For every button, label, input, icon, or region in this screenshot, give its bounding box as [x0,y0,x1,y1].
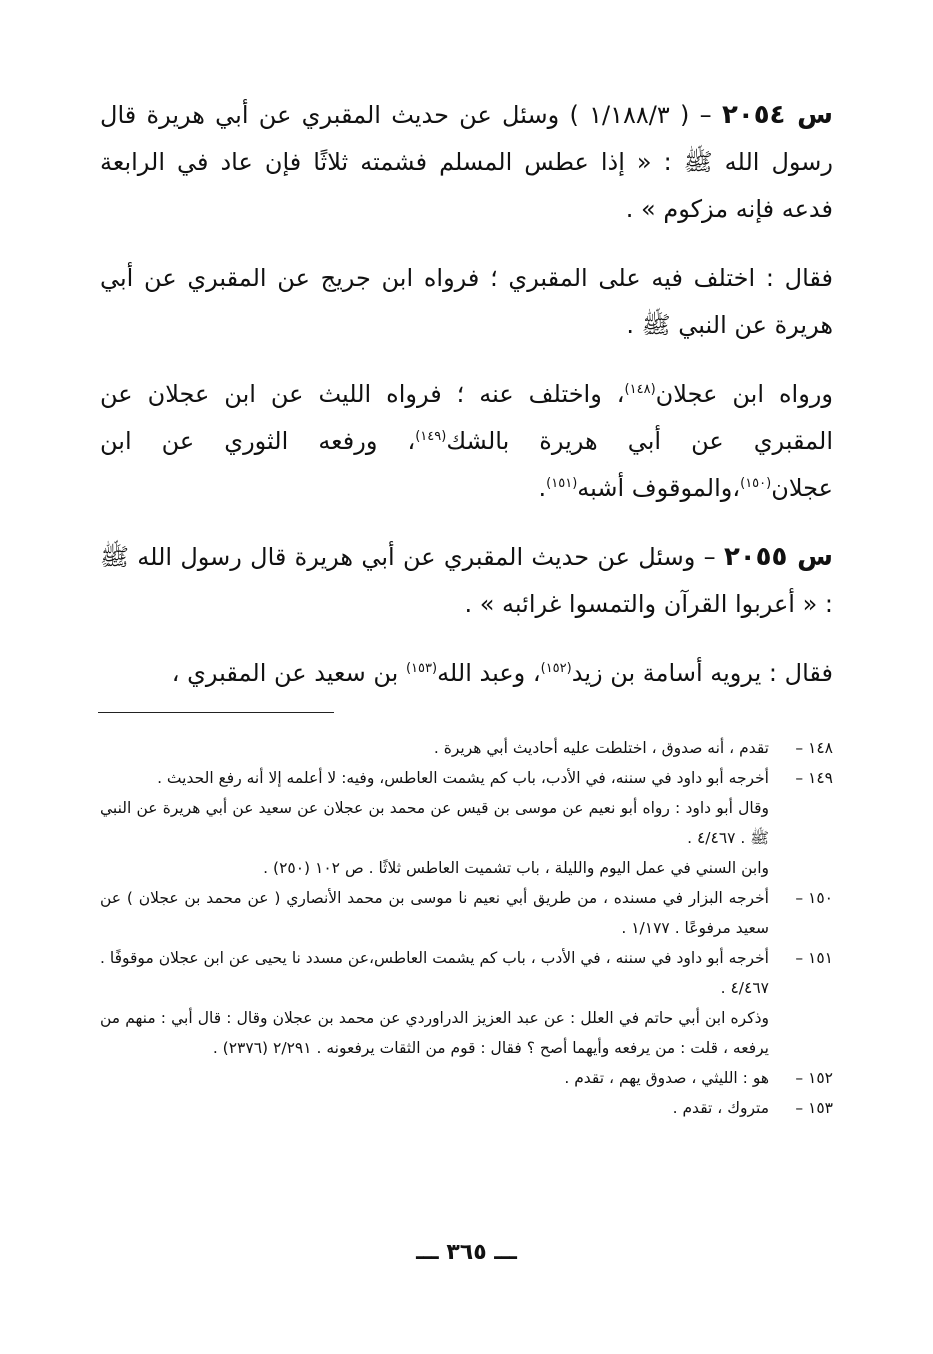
footnote [100,1093,833,1123]
paragraph-text: ، واختلف عنه ؛ فرواه الليث عن ابن عجلان عن المقبري عن أبي هريرة بالشك [100,380,834,455]
footnote-body [100,1093,769,1123]
footnote-text: وابن السني في عمل اليوم والليلة ، باب تشميت العاطس ثلاثًا . ص ١٠٢ (٢٥٠) . [263,859,769,877]
footnote-text: أخرجه البزار في مسنده ، من طريق أبي نعيم نا موسى بن محمد الأنصاري ( عن محمد بن عجلان ) عن سعيد مرفوعًا . ١/١٧٧ . [100,889,769,937]
footnote-body [100,883,769,943]
paragraph-text: . [538,474,547,502]
paragraph-text: فقال : اختلف فيه على المقبري ؛ فرواه ابن جريج عن المقبري عن أبي هريرة عن النبي ﷺ . [100,264,833,339]
footnote-body [100,1063,769,1093]
footnotes [100,733,833,1123]
footnote-text: تقدم ، أنه صدوق ، اختلطت عليه أحاديث أبي هريرة . [433,739,769,757]
footnote-text: متروك ، تقدم . [672,1099,769,1117]
paragraph-text: – ( ١/١٨٨/٣ ) وسئل عن حديث المقبري عن أبي هريرة قال رسول الله ﷺ : « إذا عطس المسلم فشمته ثلاثًا فإن عاد في الرابعة فدعه فإنه مزكوم » . [100,101,833,223]
question-number: س ٢٠٥٤ [721,100,834,130]
footnote-number: ١٥٣ – [795,1099,833,1117]
footnote-number: ١٥٢ – [795,1069,833,1087]
question-number: س ٢٠٥٥ [723,542,834,572]
paragraph-text: – وسئل عن حديث المقبري عن أبي هريرة قال رسول الله ﷺ : « أعربوا القرآن والتمسوا غرائبه » . [100,543,833,618]
paragraph-text: ورواه ابن عجلان [655,380,833,408]
footnote-reference: (١٥٢) [540,661,572,676]
footnote-body [100,943,769,1063]
footnote-text: وذكره ابن أبي حاتم في العلل : عن عبد العزيز الدراوردي عن محمد بن عجلان وقال : قال أبي : منهم من يرفعه ، قلت : من يرفعه وأيهما أصح ؟ فقال : قوم من الثقات يرفعونه . ٢/٢٩١ (٢٣٧٦) . [100,1009,769,1057]
footnote-number: ١٤٩ – [795,769,833,787]
footnote [100,733,833,763]
main-text [100,92,833,697]
footnote-separator [98,712,334,713]
paragraph-text: بن سعيد عن المقبري ، [171,659,406,687]
footnote-text: أخرجه أبو داود في سننه، في الأدب، باب كم يشمت العاطس، وفيه: لا أعلمه إلا أنه رفع الحديث . [157,769,769,787]
paragraph [100,534,833,628]
footnote-reference: (١٥٣) [405,661,438,676]
paragraph [100,650,833,697]
paragraph-text: فقال : يرويه أسامة بن زيد [571,659,833,687]
page-number: ـــ ٣٦٥ ـــ [416,1240,517,1265]
footnote [100,943,833,1063]
paragraph-text: ، وعبد الله [437,659,541,687]
footnote [100,1063,833,1093]
footnote-number: ١٥١ – [795,949,833,967]
footnote-text: أخرجه أبو داود في سننه ، في الأدب ، باب كم يشمت العاطس،عن مسدد نا يحيى عن ابن عجلان موقوفًا . ٤/٤٦٧ . [100,949,769,997]
footnote-reference: (١٥١) [546,476,578,491]
footnote-body [100,763,769,883]
paragraph-text: ، ورفعه الثوري عن ابن عجلان [100,427,833,502]
footnote-reference: (١٤٩) [415,429,447,444]
paragraph [100,371,833,512]
footnote-text: وقال أبو داود : رواه أبو نعيم عن موسى بن قيس عن محمد بن عجلان عن سعيد عن أبي هريرة عن النبي ﷺ . ٤/٤٦٧ . [100,799,769,847]
footnote-reference: (١٥٠) [740,476,772,491]
footnote-body [100,733,769,763]
footnote [100,883,833,943]
footnote-number: ١٥٠ – [795,889,833,907]
paragraph [100,255,833,349]
paragraph [100,92,833,233]
footnote [100,763,833,883]
footnote-text: هو : الليثي ، صدوق يهم ، تقدم . [564,1069,769,1087]
footnote-number: ١٤٨ – [795,739,833,757]
paragraph-text: ،والموقوف أشبه [577,474,741,502]
footnote-reference: (١٤٨) [624,382,656,397]
